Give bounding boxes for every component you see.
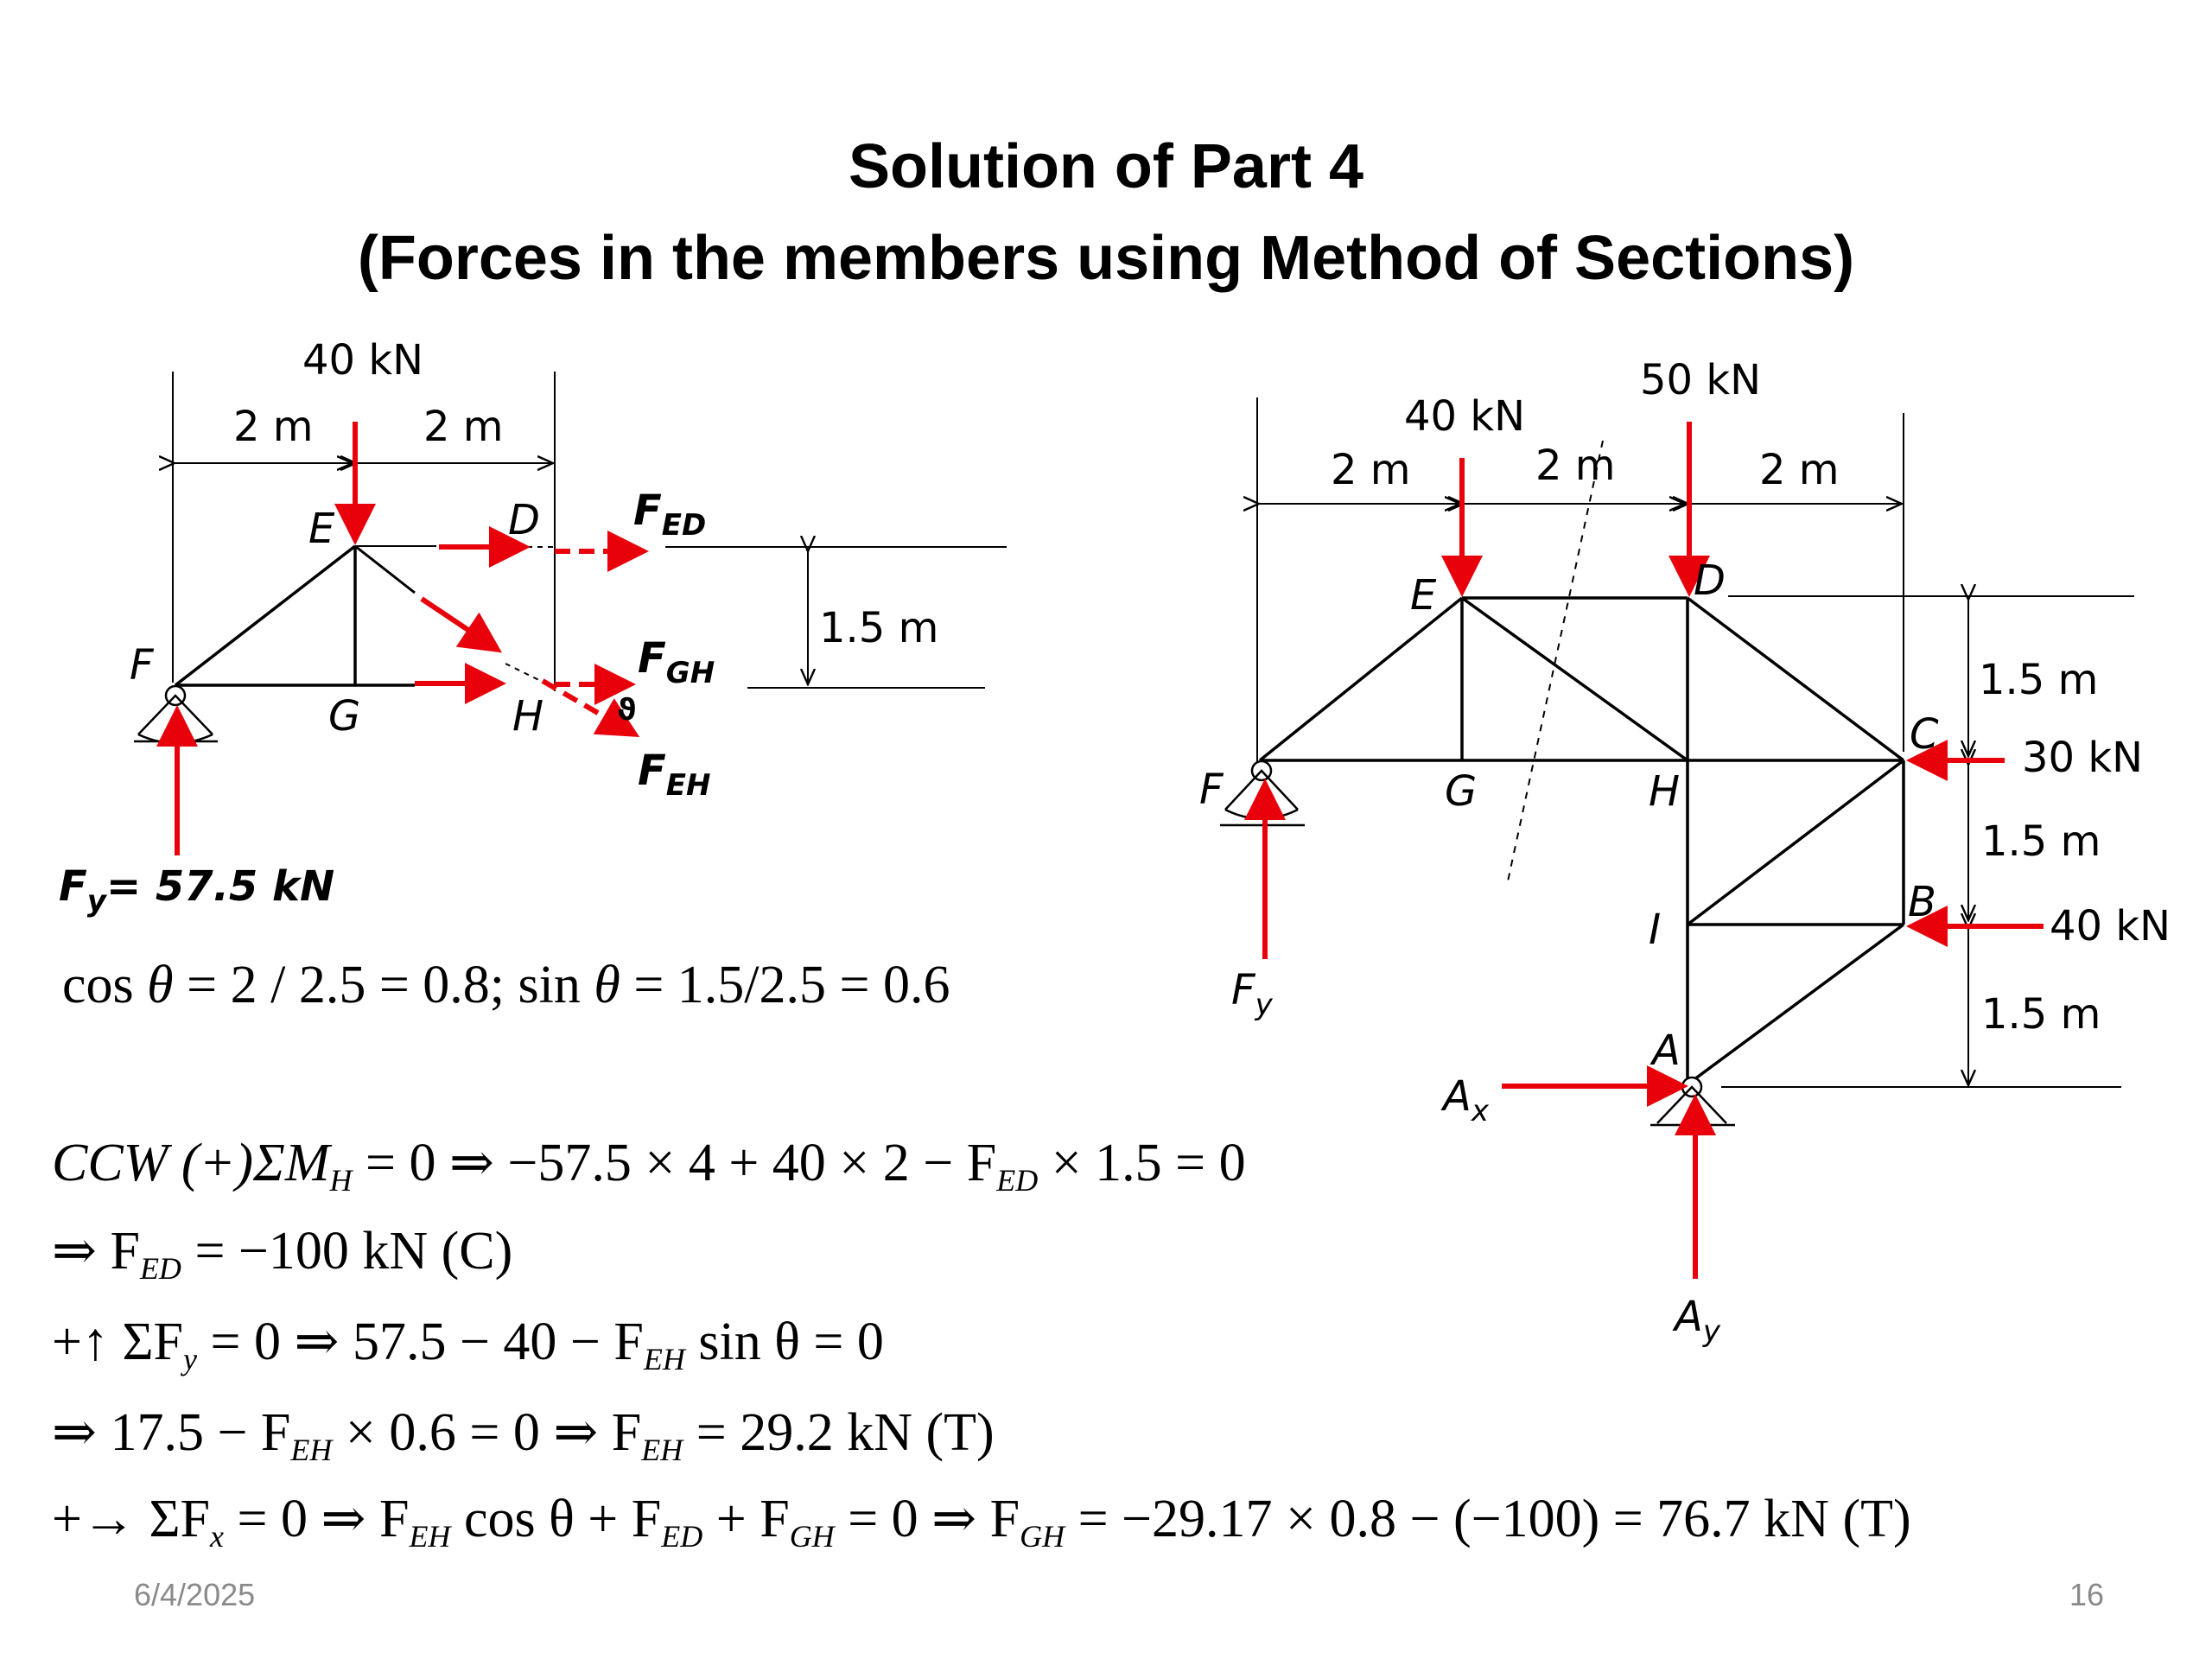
title-line-2: (Forces in the members using Method of Sections) xyxy=(357,224,1855,293)
member-DC xyxy=(1688,598,1904,760)
sum-fy-equation: +↑ $\Sigma F_y = 0$ ⇒ $57.5 - 40 - F_{EH}$ sin θ = 0 xyxy=(52,1313,884,1376)
node-label-F: F xyxy=(1199,766,1224,814)
reaction-label-Fy: $F_y= 57.5$ kN xyxy=(59,862,335,918)
footer-date: 6/4/2025 xyxy=(134,1577,256,1612)
node-label-A: A xyxy=(1652,1027,1681,1075)
node-label-H: H xyxy=(512,692,544,741)
node-label-G: G xyxy=(1445,767,1478,816)
reaction-label-Ay: $A_y$ xyxy=(1675,1293,1720,1349)
node-label-H: H xyxy=(1649,767,1681,816)
dimension-label-1-5m: 1.5 m xyxy=(819,604,939,652)
title-line-1: Solution of Part 4 xyxy=(848,132,1363,201)
node-label-G: G xyxy=(328,692,361,741)
member-CI xyxy=(1688,760,1904,925)
reaction-label-Ax: $A_x$ xyxy=(1443,1072,1489,1128)
force-label-FGH: $F_{GH}$ xyxy=(638,634,715,690)
load-label-30kN-C: 30 kN xyxy=(2022,734,2144,782)
force-arrow-EH-solid xyxy=(422,599,498,650)
node-label-C: C xyxy=(1910,710,1939,759)
dimension-label-2m-right: 2 m xyxy=(423,403,504,451)
height-label-3: 1.5 m xyxy=(1981,990,2101,1039)
force-label-FED: $F_{ED}$ xyxy=(633,486,707,543)
node-label-E: E xyxy=(1410,571,1437,620)
node-label-I: I xyxy=(1649,906,1662,954)
section-cut-line xyxy=(1508,441,1603,881)
footer-page-number: 16 xyxy=(2069,1577,2105,1612)
node-label-B: B xyxy=(1908,878,1936,926)
trig-equation: cos θ = 2 / 2.5 = 0.8; sin θ = 1.5/2.5 = 0.6 xyxy=(62,956,950,1014)
member-EH-stub xyxy=(355,546,415,593)
load-label-40kN-E: 40 kN xyxy=(1404,392,1526,441)
node-label-F: F xyxy=(130,641,154,690)
feh-result: ⇒ $17.5 - F_{EH} \times 0.6 = 0$ ⇒ $F_{EH} = 29.2$ kN (T) xyxy=(52,1403,995,1467)
member-EH xyxy=(1462,598,1688,760)
dimension-label-2m-left: 2 m xyxy=(233,403,314,451)
reaction-label-Fy: $F_y$ xyxy=(1231,966,1273,1022)
height-label-1: 1.5 m xyxy=(1979,656,2099,704)
member-FE xyxy=(1260,598,1462,760)
load-label-50kN-D: 50 kN xyxy=(1640,356,1762,404)
load-label-40kN: 40 kN xyxy=(302,336,424,385)
sum-fx-equation: +→ $\Sigma F_x = 0$ ⇒ $F_{EH}$ $\cos \theta + F_{ED} + F_{GH} = 0$ ⇒ $F_{GH} = -29.17 \times 0.8 - (-100) = 76.7$ kN (T) xyxy=(52,1490,1911,1554)
force-label-FEH: $F_{EH}$ xyxy=(638,747,711,803)
node-label-D: D xyxy=(508,496,540,544)
moment-equation: CCW $(+)\Sigma M_H = 0$ ⇒ $-57.5 \times 4 + 40 \times 2 - F_{ED} \times 1.5 = 0$ xyxy=(52,1134,1246,1198)
dimension-label-ED: 2 m xyxy=(1535,442,1616,490)
member-BA xyxy=(1688,925,1904,1084)
dimension-label-DC: 2 m xyxy=(1759,446,1840,494)
fed-result: ⇒ $F_{ED} = -100$ kN (C) xyxy=(52,1222,513,1286)
node-label-D: D xyxy=(1694,556,1726,605)
height-label-2: 1.5 m xyxy=(1981,817,2101,866)
node-label-E: E xyxy=(308,505,335,553)
right-truss-diagram xyxy=(1199,356,2171,1349)
dimension-label-FE: 2 m xyxy=(1331,446,1411,494)
left-free-body-diagram xyxy=(59,336,1007,918)
load-label-40kN-B: 40 kN xyxy=(2050,902,2171,950)
angle-symbol-theta: ϑ xyxy=(617,693,637,728)
member-FE xyxy=(175,546,355,685)
